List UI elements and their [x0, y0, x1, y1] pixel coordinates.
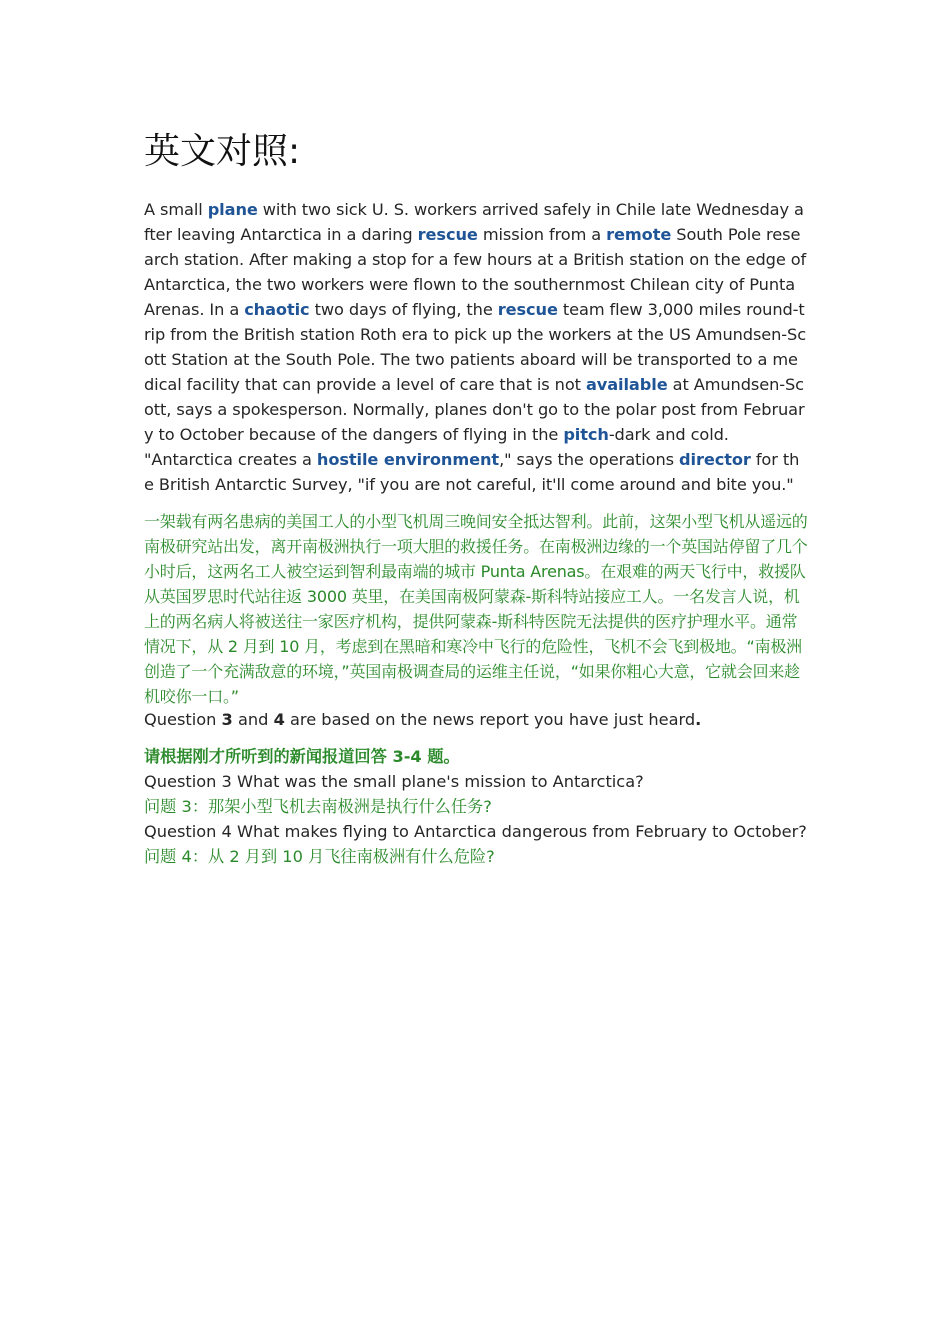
question-4-zh: 问题 4：从 2 月到 10 月飞往南极洲有什么危险?	[144, 847, 495, 866]
chinese-translation: 一架载有两名患病的美国工人的小型飞机周三晚间安全抵达智利。此前，这架小型飞机从遥远的南极研究站出发，离开南极洲执行一项大胆的救援任务。在南极洲边缘的一个英国站停留了几个小时后，这两名工人被空运到智利最南端的城市 Punta Arenas。在艰难的两天飞行中，救援队从英国罗思时代站往返 3000 英里，在美国南极阿蒙森-斯科特站接应工人。一名发言人说，机上的两名病人将被送往一家医疗机构，提供阿蒙森-斯科特医院无法提供的医疗护理水平。通常情况下，从 2 月到 10 月，考虑到在黑暗和寒冷中飞行的危险性，飞机不会飞到极地。“南极洲创造了一个充满敌意的环境，”英国南极调查局的运维主任说，“如果你粗心大意，它就会回来趁机咬你一口。”	[144, 512, 808, 706]
keyword: chaotic	[244, 300, 310, 319]
passage-text: -dark and cold.	[608, 425, 729, 444]
keyword: available	[585, 375, 668, 394]
keyword: hostile environment	[316, 450, 500, 469]
instruction-zh: 请根据刚才所听到的新闻报道回答 3-4 题。	[144, 747, 460, 766]
keyword: plane	[207, 200, 258, 219]
passage-text: A small	[144, 200, 208, 219]
questions-section	[144, 707, 834, 869]
instruction-en: Question 3 and 4 are based on the news report you have just heard.	[144, 710, 702, 729]
english-passage	[144, 197, 808, 497]
keyword: director	[679, 450, 751, 469]
passage-text: South Pole research station. After making a stop for a few hours at a British station on the edge of Antarctica, the two workers were flown to the southernmost Chilean city of Punta Arenas. In a	[144, 225, 807, 319]
keyword: remote	[606, 225, 672, 244]
keyword: rescue	[497, 300, 558, 319]
question-3-zh: 问题 3：那架小型飞机去南极洲是执行什么任务?	[144, 797, 492, 816]
passage-text: team flew 3,000 miles round-trip from the British station Roth era to pick up the workers at the US Amundsen-Scott Station at the South Pole. The two patients aboard will be transported to a medical facility that can provide a level of care that is not	[144, 300, 807, 394]
passage-text: ," says the operations	[499, 450, 680, 469]
keyword: pitch	[563, 425, 609, 444]
passage-text: for the British Antarctic Survey, "if you are not careful, it'll come around and bite you."	[144, 450, 800, 494]
question-4-en: Question 4 What makes flying to Antarctica dangerous from February to October?	[144, 822, 807, 841]
passage-text: two days of flying, the	[309, 300, 498, 319]
passage-text: at Amundsen-Scott, says a spokesperson. Normally, planes don't go to the polar post from February to October because of the dangers of flying in the	[144, 375, 805, 444]
passage-text: with two sick U. S. workers arrived safely in Chile late Wednesday after leaving Antarctica in a daring	[144, 200, 804, 244]
question-3-en: Question 3 What was the small plane's mission to Antarctica?	[144, 772, 644, 791]
keyword: rescue	[417, 225, 478, 244]
passage-text: "Antarctica creates a	[144, 450, 317, 469]
passage-text: mission from a	[477, 225, 607, 244]
page-title: 英文对照:	[144, 131, 301, 172]
